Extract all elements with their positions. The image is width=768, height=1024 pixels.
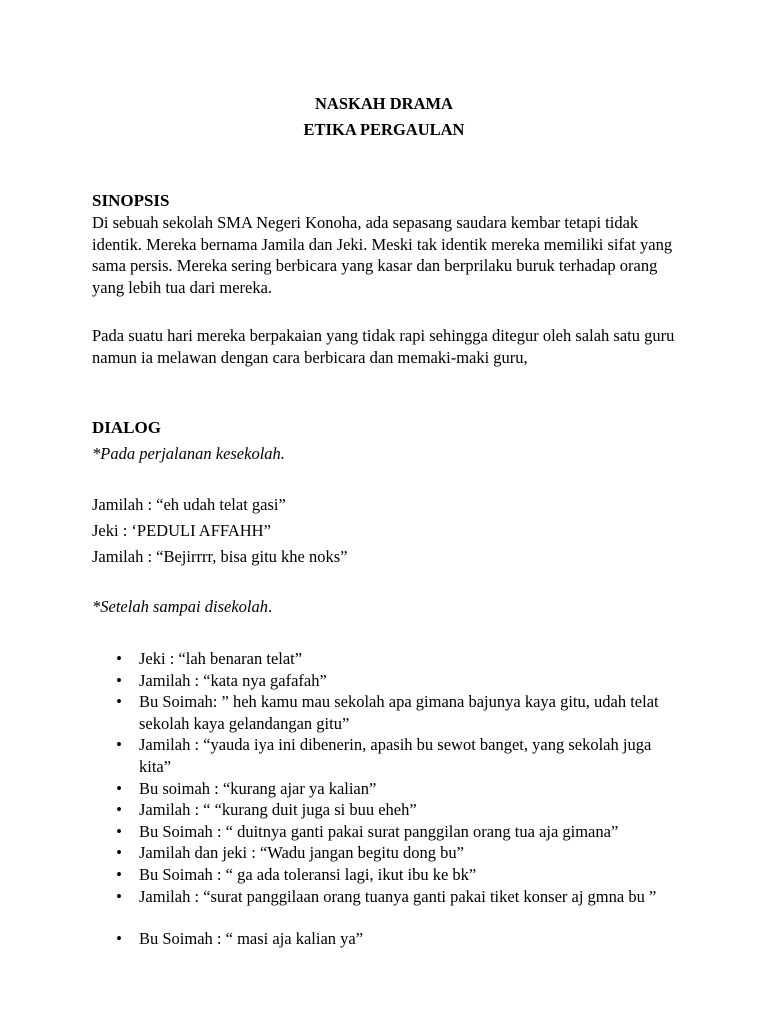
- list-item-text: Jamilah : “kata nya gafafah”: [139, 670, 327, 690]
- list-item: [92, 734, 682, 777]
- list-item-text: Bu Soimah : “ ga ada toleransi lagi, ikut ibu ke bk”: [139, 864, 477, 884]
- stage-direction-2-text: *Setelah sampai disekolah: [92, 597, 268, 616]
- dialog-line: Jamilah : “Bejirrrr, bisa gitu khe noks”: [92, 547, 348, 566]
- list-item: [92, 799, 682, 821]
- list-item: [92, 670, 682, 692]
- bullet-icon: •: [116, 864, 122, 884]
- list-item-text: Bu Soimah : “ duitnya ganti pakai surat panggilan orang tua aja gimana”: [139, 821, 619, 841]
- bullet-icon: •: [116, 886, 122, 906]
- list-item-text: Jeki : “lah benaran telat”: [139, 649, 303, 668]
- list-item-text: Jamilah : “surat panggilaan orang tuanya ganti pakai tiket konser aj gmna bu ”: [139, 886, 657, 906]
- bullet-icon: •: [116, 929, 122, 949]
- list-item: [92, 928, 682, 950]
- list-item: [92, 648, 682, 670]
- document-subtitle: ETIKA PERGAULAN: [303, 120, 465, 139]
- list-item: [92, 821, 682, 843]
- bullet-icon: •: [116, 692, 122, 712]
- list-item: [92, 886, 682, 908]
- bullet-icon: •: [116, 649, 122, 668]
- stage-direction-2-period: .: [267, 597, 273, 616]
- dialog-line: Jeki : ‘PEDULI AFFAHH”: [92, 521, 271, 540]
- list-item: [92, 778, 682, 800]
- synopsis-heading: SINOPSIS: [92, 191, 170, 210]
- synopsis-paragraph-1: Di sebuah sekolah SMA Negeri Konoha, ada sepasang saudara kembar tetapi tidak identik. Mereka bernama Jamila dan Jeki. Meski tak identik mereka memiliki sifat yang sama persis. Mereka sering berbicara yang kasar dan berprilaku buruk terhadap orang yang lebih tua dari mereka.: [92, 213, 673, 297]
- bullet-icon: •: [116, 670, 122, 690]
- list-item-text: Bu Soimah: ” heh kamu mau sekolah apa gimana bajunya kaya gitu, udah telat sekolah kaya gelandangan gitu”: [139, 692, 659, 733]
- bullet-icon: •: [116, 735, 122, 755]
- bullet-icon: •: [116, 843, 122, 863]
- dialog-line: Jamilah : “eh udah telat gasi”: [92, 495, 286, 514]
- stage-direction: *Pada perjalanan kesekolah.: [92, 444, 285, 463]
- list-item: [92, 691, 682, 734]
- list-item: [92, 864, 682, 886]
- bullet-icon: •: [116, 800, 122, 820]
- list-item-text: Bu soimah : “kurang ajar ya kalian”: [139, 778, 377, 798]
- list-item: [92, 842, 682, 864]
- synopsis-paragraph-2: Pada suatu hari mereka berpakaian yang tidak rapi sehingga ditegur oleh salah satu guru namun ia melawan dengan cara berbicara dan memaki-maki guru,: [92, 326, 675, 367]
- list-item-text: Bu Soimah : “ masi aja kalian ya”: [139, 929, 364, 949]
- dialog-heading: DIALOG: [92, 418, 161, 437]
- stage-direction-2: [92, 597, 272, 617]
- list-item-text: Jamilah : “yauda iya ini dibenerin, apasih bu sewot banget, yang sekolah juga kita”: [139, 735, 652, 776]
- list-item-text: Jamilah dan jeki : “Wadu jangan begitu dong bu”: [139, 843, 464, 863]
- dialog-bullet-list: [92, 648, 682, 950]
- bullet-icon: •: [116, 778, 122, 798]
- bullet-icon: •: [116, 821, 122, 841]
- document-title: NASKAH DRAMA: [315, 94, 453, 113]
- list-item-text: Jamilah : “ “kurang duit juga si buu eheh”: [139, 800, 417, 820]
